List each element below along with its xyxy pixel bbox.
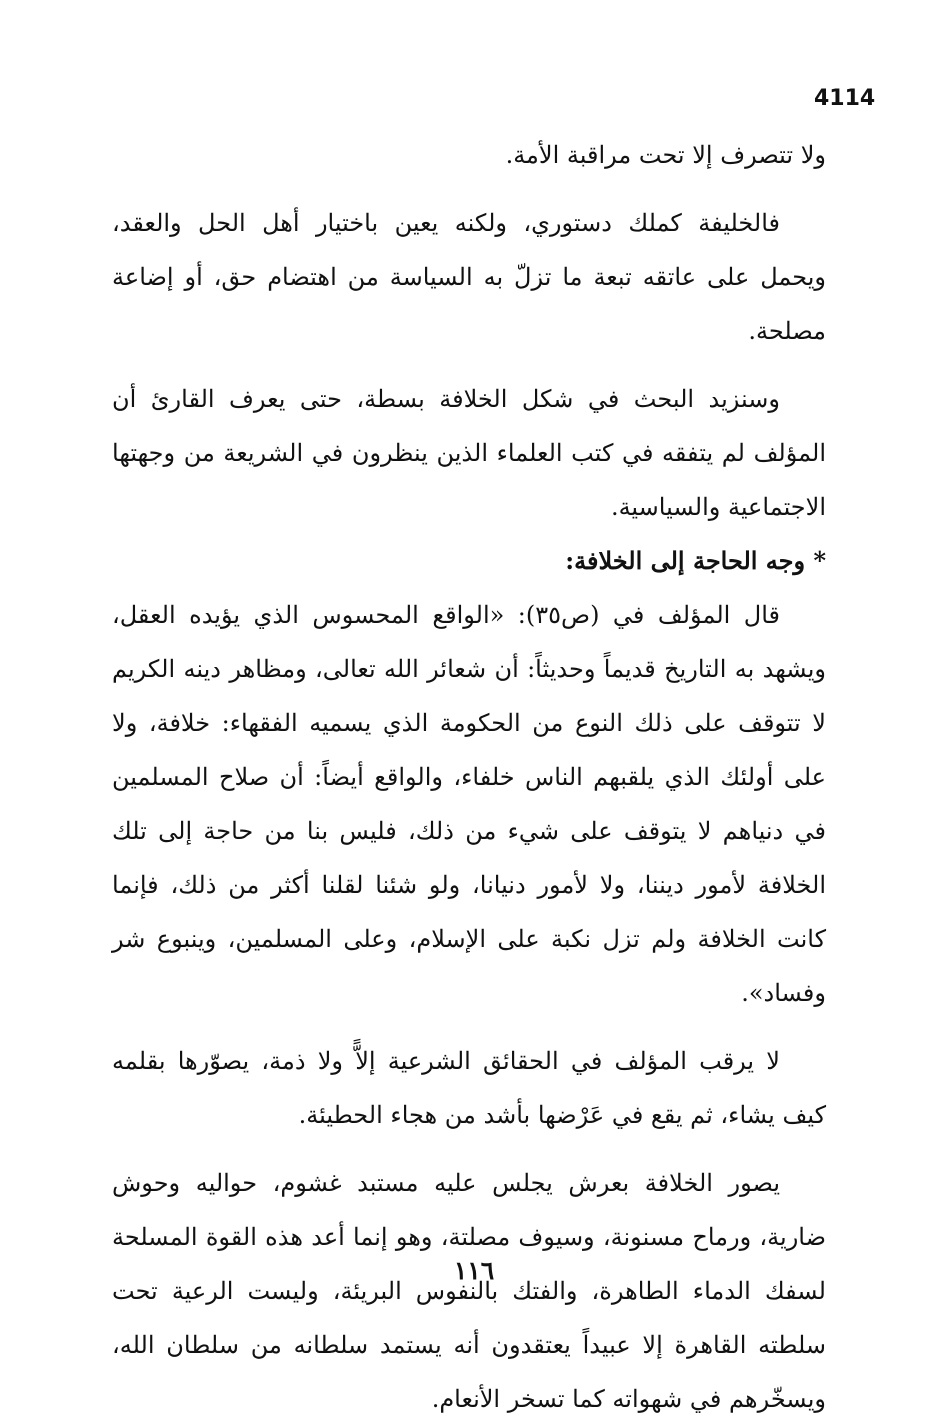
paragraph-quote: قال المؤلف في (ص٣٥): «الواقع المحسوس الذي يؤيده العقل، ويشهد به التاريخ قديماً وحديثاً: أن شعائر الله تعالى، ومظاهر دينه الكريم لا تتوقف على ذلك النوع من الحكومة الذي يسميه الفقهاء: خلافة، ولا على أولئك الذي يلقبهم الناس خلفاء، والواقع أيضاً: أن صلاح المسلمين في دنياهم لا يتوقف على شيء من ذلك، فليس بنا من حاجة إلى تلك الخلافة لأمور ديننا، ولا لأمور دنيانا، ولو شئنا لقلنا أكثر من ذلك، فإنما كانت الخلافة ولم تزل نكبة على الإسلام، وعلى المسلمين، وينبوع شر وفساد». [112,601,826,1007]
paragraph-3: لا يرقب المؤلف في الحقائق الشرعية إلاًّ ولا ذمة، يصوّرها بقلمه كيف يشاء، ثم يقع في عَرْضها بأشد من هجاء الحطيئة. [112,1047,826,1129]
page-number: ١١٦ [453,1256,495,1285]
paragraph-1: فالخليفة كملك دستوري، ولكنه يعين باختيار أهل الحل والعقد، ويحمل على عاتقه تبعة ما تزلّ به السياسة من اهتضام حق، أو إضاعة مصلحة. [112,209,826,345]
lead-line: ولا تتصرف إلا تحت مراقبة الأمة. [505,141,826,169]
body-text [112,128,826,1426]
paragraph-2: وسنزيد البحث في شكل الخلافة بسطة، حتى يعرف القارئ أن المؤلف لم يتفقه في كتب العلماء الذين ينظرون في الشريعة من وجهتها الاجتماعية والسياسية. [112,385,826,521]
page-id: 4114 [814,86,876,111]
paragraph-4: يصور الخلافة بعرش يجلس عليه مستبد غشوم، حواليه وحوش ضارية، ورماح مسنونة، وسيوف مصلتة، وهو إنما أعد هذه القوة المسلحة لسفك الدماء الطاهرة، والفتك بالنفوس البريئة، وليست الرعية تحت سلطته القاهرة إلا عبيداً يعتقدون أنه يستمد سلطانه من سلطان الله، ويسخّرهم في شهواته كما تسخر الأنعام. [112,1169,826,1413]
section-heading: * وجه الحاجة إلى الخلافة: [565,546,826,575]
